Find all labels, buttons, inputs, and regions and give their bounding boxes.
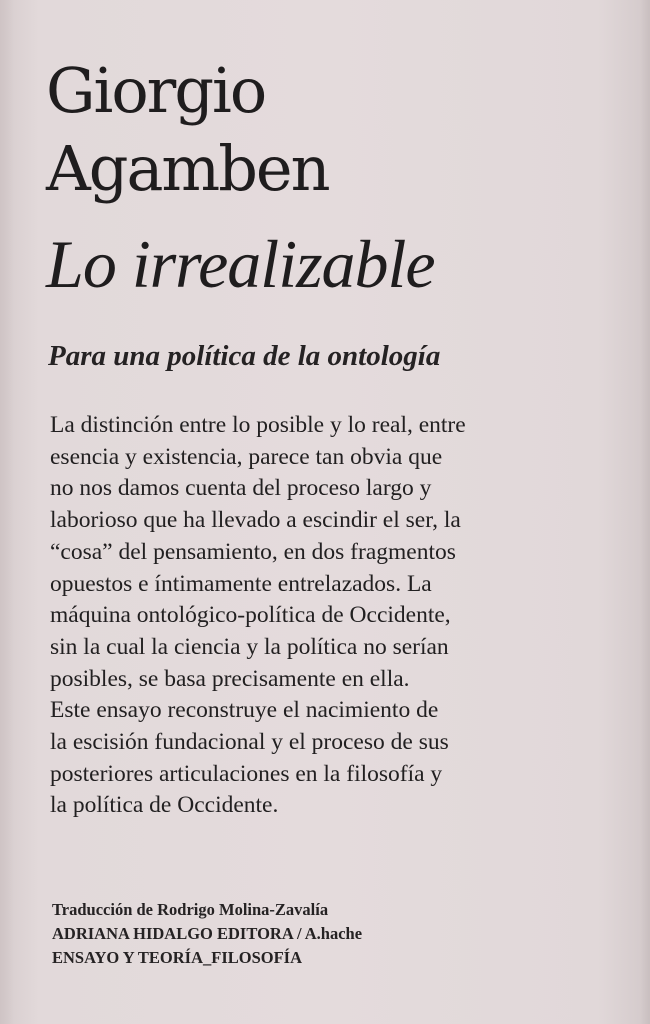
author-name	[46, 52, 329, 208]
blurb-line: “cosa” del pensamiento, en dos fragmentos	[50, 538, 456, 565]
blurb-line: máquina ontológico-política de Occidente,	[50, 602, 451, 629]
blurb-line: Este ensayo reconstruye el nacimiento de	[50, 697, 439, 724]
blurb-line: no nos damos cuenta del proceso largo y	[50, 475, 432, 502]
cover-right-edge	[640, 0, 650, 1024]
book-title: Lo irrealizable	[46, 226, 435, 302]
blurb-line: sin la cual la ciencia y la política no serían	[50, 633, 449, 660]
blurb-paragraph	[50, 410, 520, 822]
blurb-line: la política de Occidente.	[50, 792, 279, 819]
cover-left-edge	[0, 0, 14, 1024]
blurb-line: laborioso que ha llevado a escindir el ser, la	[50, 507, 461, 534]
blurb-line: posibles, se basa precisamente en ella.	[50, 665, 410, 692]
translation-credit: Traducción de Rodrigo Molina-Zavalía	[52, 900, 329, 919]
blurb-line: esencia y existencia, parece tan obvia que	[50, 443, 443, 470]
credits-block	[52, 898, 362, 970]
collection-name: ENSAYO Y TEORÍA_FILOSOFÍA	[52, 948, 303, 967]
blurb-line: La distinción entre lo posible y lo real, entre	[50, 412, 466, 438]
blurb-line: opuestos e íntimamente entrelazados. La	[50, 570, 432, 597]
blurb-line: la escisión fundacional y el proceso de sus	[50, 729, 449, 756]
blurb-line: posteriores articulaciones en la filosofía y	[50, 760, 443, 787]
author-first-name: Giorgio	[46, 54, 266, 127]
publisher-name: ADRIANA HIDALGO EDITORA / A.hache	[52, 924, 363, 943]
book-subtitle: Para una política de la ontología	[48, 340, 441, 372]
author-last-name: Agamben	[46, 132, 329, 205]
